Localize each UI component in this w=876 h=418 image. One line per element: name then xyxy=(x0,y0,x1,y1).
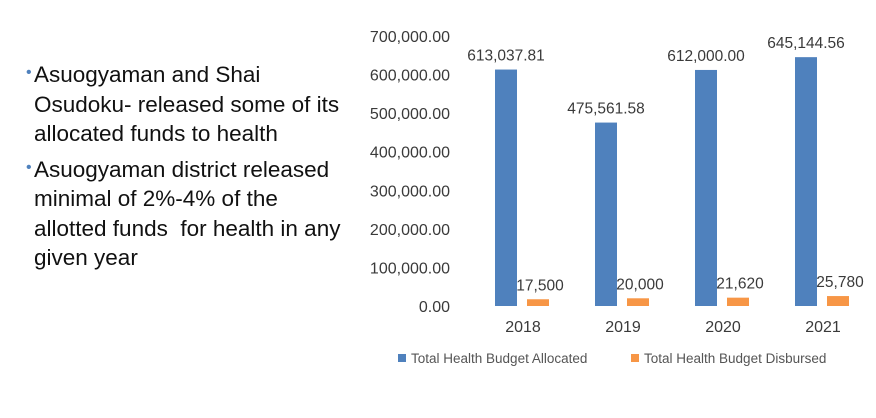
bullet-text: Asuogyaman district released minimal of 2%-4% of the allotted funds for health in any given year xyxy=(34,156,347,270)
x-tick-label: 2018 xyxy=(505,319,541,336)
data-label: 25,780 xyxy=(816,274,864,292)
y-tick-label: 600,000.00 xyxy=(369,67,450,85)
y-tick-label: 200,000.00 xyxy=(369,221,450,239)
data-label: 613,037.81 xyxy=(467,47,545,65)
legend xyxy=(398,351,826,366)
x-tick-label: 2019 xyxy=(605,319,641,336)
bars xyxy=(467,35,864,306)
data-label: 20,000 xyxy=(616,276,664,294)
legend-swatch xyxy=(398,354,406,362)
bar xyxy=(595,123,617,306)
y-tick-label: 300,000.00 xyxy=(369,183,450,201)
data-label: 475,561.58 xyxy=(567,100,645,118)
bar xyxy=(695,70,717,306)
data-label: 612,000.00 xyxy=(667,47,745,65)
x-tick-label: 2020 xyxy=(705,319,741,336)
y-tick-label: 0.00 xyxy=(418,299,450,316)
bar xyxy=(495,70,517,306)
legend-swatch xyxy=(631,354,639,362)
bar xyxy=(827,296,849,306)
data-label: 21,620 xyxy=(716,275,764,293)
y-tick-label: 700,000.00 xyxy=(369,29,450,46)
legend-label: Total Health Budget Disbursed xyxy=(644,351,827,366)
legend-label: Total Health Budget Allocated xyxy=(411,351,588,366)
x-tick-label: 2021 xyxy=(805,319,841,336)
bar xyxy=(795,57,817,306)
x-axis xyxy=(505,319,841,336)
data-label: 645,144.56 xyxy=(767,35,845,53)
bar xyxy=(727,298,749,306)
y-tick-label: 400,000.00 xyxy=(369,144,450,162)
data-label: 17,500 xyxy=(516,277,564,295)
bullet-dot-icon: • xyxy=(26,64,32,81)
bullet-text: Asuogyaman and Shai Osudoku- released some of its allocated funds to health xyxy=(34,62,346,146)
bar xyxy=(627,298,649,306)
bar xyxy=(527,299,549,306)
bullet-dot-icon: • xyxy=(26,158,32,176)
y-axis xyxy=(370,29,450,316)
y-tick-label: 500,000.00 xyxy=(369,106,450,124)
y-tick-label: 100,000.00 xyxy=(369,260,450,278)
